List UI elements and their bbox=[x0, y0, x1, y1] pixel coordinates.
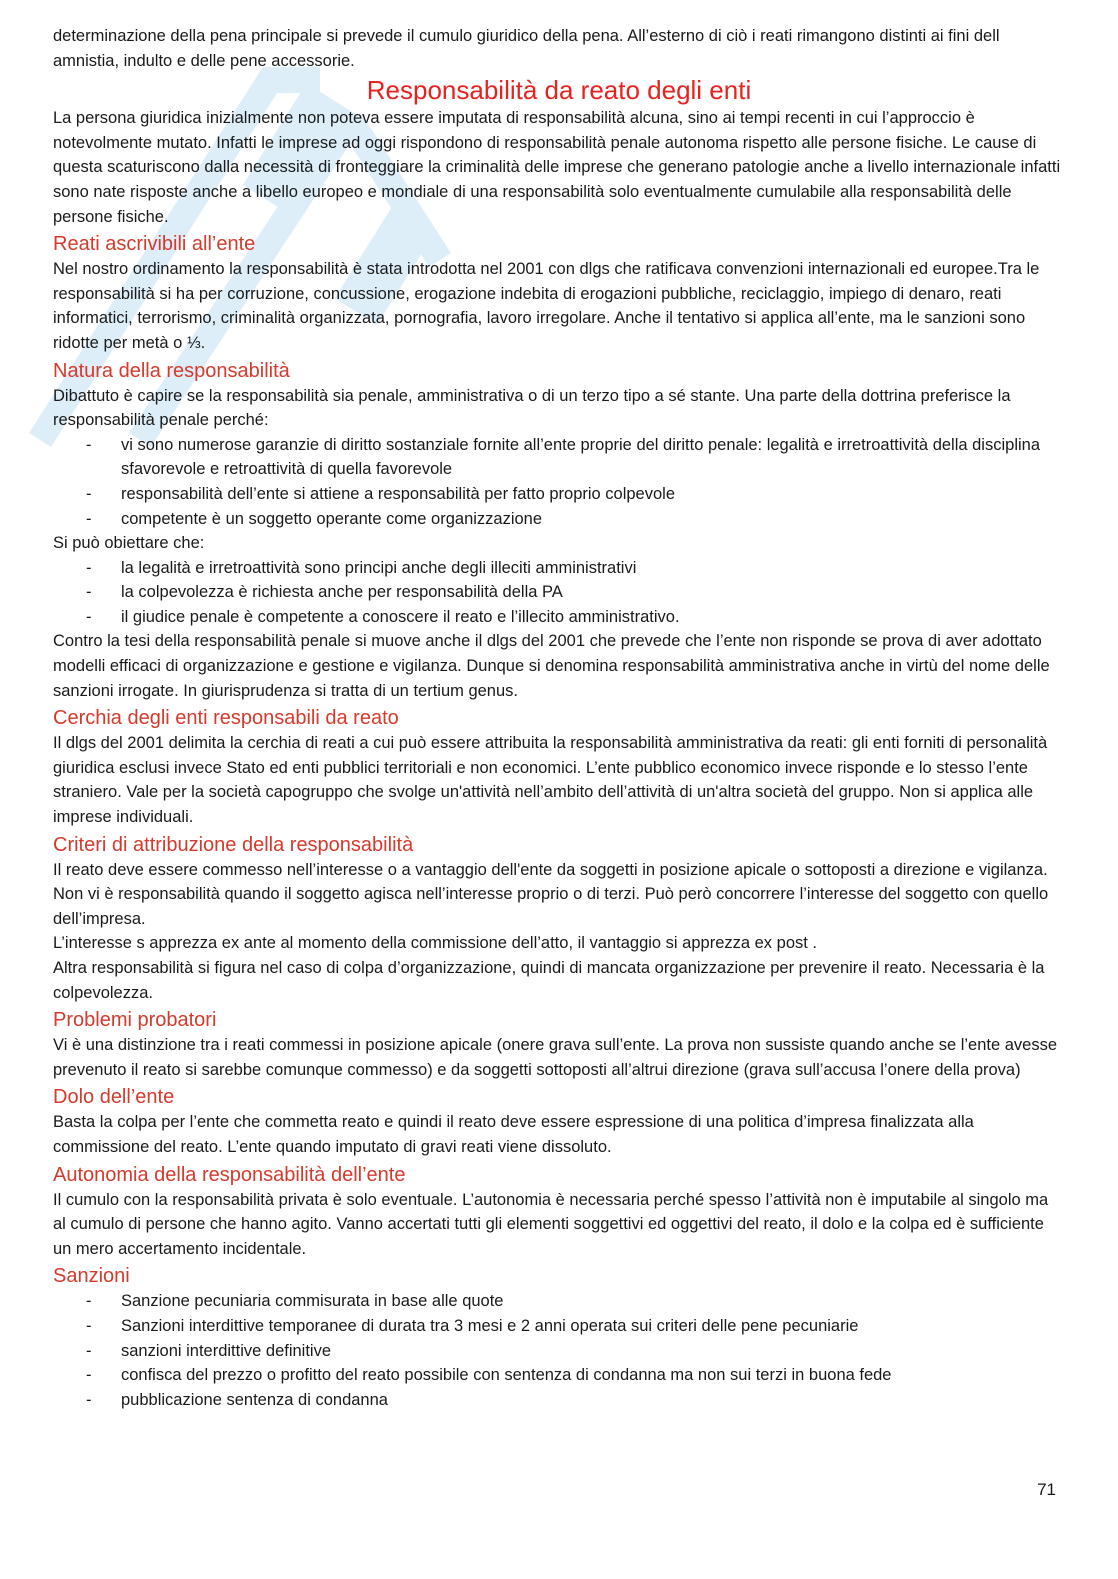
list-dash: - bbox=[86, 1341, 92, 1360]
list-dash: - bbox=[86, 1292, 92, 1311]
list-item: - responsabilità dell’ente si attiene a responsabilità per fatto proprio colpevole bbox=[53, 482, 1065, 507]
natura-paragraph-3: Contro la tesi della responsabilità penale si muove anche il dlgs del 2001 che prevede che l’ente non risponde se prova di aver adottato modelli efficaci di organizzazione e gestione e vigilanza. Dunque si denomina responsabilità amministrativa anche in virtù del nome delle sanzioni irrogate. In giurisprudenza si tratta di un tertium genus. bbox=[53, 632, 1050, 700]
intro-paragraph: determinazione della pena principale si prevede il cumulo giuridico della pena. All’esterno di ciò i reati rimangono distinti ai fini dell amnistia, indulto e delle pene accessorie. bbox=[53, 27, 1000, 70]
problemi-paragraph: Vi è una distinzione tra i reati commessi in posizione apicale (onere grava sull’ente. La prova non sussiste quando anche se l’ente avesse prevenuto il reato si sarebbe comunque commesso) e da soggetti sottoposti all’altrui direzione (grava sull’accusa l’onere della prova) bbox=[53, 1036, 1058, 1079]
list-item: - Sanzioni interdittive temporanee di durata tra 3 mesi e 2 anni operata sui criteri delle pene pecuniarie bbox=[53, 1314, 1065, 1339]
list-item: - Sanzione pecuniaria commisurata in base alle quote bbox=[53, 1289, 1065, 1314]
section-heading-problemi: Problemi probatori bbox=[53, 1009, 217, 1032]
natura-list-2 bbox=[53, 556, 1065, 630]
list-item: - competente è un soggetto operante come organizzazione bbox=[53, 507, 1065, 532]
criteri-paragraph-1: Il reato deve essere commesso nell’interesse o a vantaggio dell'ente da soggetti in posizione apicale o sottoposti a direzione e vigilanza. Non vi è responsabilità quando il soggetto agisca nell’interesse proprio o di terzi. Può però concorrere l’interesse del soggetto con quello dell’impresa. bbox=[53, 860, 1049, 928]
list-dash: - bbox=[86, 583, 92, 602]
list-dash: - bbox=[86, 558, 92, 577]
natura-list-1 bbox=[53, 433, 1065, 531]
list-dash: - bbox=[86, 484, 92, 503]
section-heading-natura: Natura della responsabilità bbox=[53, 359, 290, 382]
criteri-paragraph-3: Altra responsabilità si figura nel caso di colpa d’organizzazione, quindi di mancata organizzazione per prevenire il reato. Necessaria è la colpevolezza. bbox=[53, 959, 1045, 1002]
natura-paragraph-2: Si può obiettare che: bbox=[53, 534, 205, 553]
section-heading-sanzioni: Sanzioni bbox=[53, 1265, 130, 1288]
autonomia-paragraph: Il cumulo con la responsabilità privata è solo eventuale. L’autonomia è necessaria perché spesso l’attività non è imputabile al singolo ma al cumulo di persone che hanno agito. Vanno accertati tutti gli elementi soggettivi ed oggettivi del reato, il dolo e la colpa ed è sufficiente un mero accertamento incidentale. bbox=[53, 1190, 1049, 1258]
dolo-paragraph: Basta la colpa per l’ente che commetta reato e quindi il reato deve essere espressione di una politica d’impresa finalizzata alla commissione del reato. L’ente quando imputato di gravi reati viene dissoluto. bbox=[53, 1113, 974, 1156]
list-item: - pubblicazione sentenza di condanna bbox=[53, 1388, 1065, 1413]
page-number: 71 bbox=[1037, 1480, 1056, 1499]
section-heading-autonomia: Autonomia della responsabilità dell’ente bbox=[53, 1163, 406, 1186]
list-dash: - bbox=[86, 435, 92, 454]
natura-paragraph-1: Dibattuto è capire se la responsabilità sia penale, amministrativa o di un terzo tipo a sé stante. Una parte della dottrina preferisce la responsabilità penale perché: bbox=[53, 386, 1011, 430]
section-heading-reati: Reati ascrivibili all’ente bbox=[53, 233, 256, 256]
section-heading-criteri: Criteri di attribuzione della responsabilità bbox=[53, 833, 414, 856]
list-item: - confisca del prezzo o profitto del reato possibile con sentenza di condanna ma non sui terzi in buona fede bbox=[53, 1363, 1065, 1388]
section-heading-cerchia: Cerchia degli enti responsabili da reato bbox=[53, 707, 399, 730]
criteri-paragraph-2: L’interesse s apprezza ex ante al momento della commissione dell’atto, il vantaggio si apprezza ex post . bbox=[53, 934, 817, 953]
list-dash: - bbox=[86, 1390, 92, 1409]
cerchia-paragraph: Il dlgs del 2001 delimita la cerchia di reati a cui può essere attribuita la responsabilità amministrativa da reati: gli enti forniti di personalità giuridica esclusi invece Stato ed enti pubblici territoriali e non economici. L’ente pubblico economico invece risponde e lo stesso l’ente straniero. Vale per la società capogruppo che svolge un'attività nell’ambito dell’attività di un'altra società del gruppo. Non si applica alle imprese individuali. bbox=[53, 734, 1048, 827]
document-body bbox=[53, 24, 1065, 1412]
list-item: - la legalità e irretroattività sono principi anche degli illeciti amministrativi bbox=[53, 556, 1065, 581]
list-dash: - bbox=[86, 607, 92, 626]
list-item: - il giudice penale è competente a conoscere il reato e l’illecito amministrativo. bbox=[53, 605, 1065, 630]
reati-paragraph: Nel nostro ordinamento la responsabilità è stata introdotta nel 2001 con dlgs che ratificava convenzioni internazionali ed europee.Tra le responsabilità si ha per corruzione, concussione, erogazione indebita di erogazioni pubbliche, reciclaggio, impiego di denaro, reati informatici, terrorismo, criminalità organizzata, pornografia, lavoro irregolare. Anche il tentativo si applica all’ente, ma le sanzioni sono ridotte per metà o ⅓. bbox=[53, 260, 1040, 352]
list-dash: - bbox=[86, 509, 92, 528]
section-heading-dolo: Dolo dell’ente bbox=[53, 1086, 175, 1109]
list-dash: - bbox=[86, 1316, 92, 1335]
list-item: - vi sono numerose garanzie di diritto sostanziale fornite all’ente proprie del diritto penale: legalità e irretroattività della disciplina sfavorevole e retroattività di quella favorevole bbox=[53, 433, 1065, 482]
list-dash: - bbox=[86, 1366, 92, 1385]
title-paragraph: La persona giuridica inizialmente non poteva essere imputata di responsabilità alcuna, sino ai tempi recenti in cui l’approccio è notevolmente mutato. Infatti le imprese ad oggi rispondono di responsabilità penale autonoma rispetto alle persone fisiche. Le cause di questa scaturiscono dalla necessità di fronteggiare la criminalità delle imprese che generano patologie anche a livello internazionale infatti sono nate risposte anche a libello europeo e mondiale di una responsabilità solo eventualmente cumulabile alla responsabilità delle persone fisiche. bbox=[53, 109, 1061, 226]
sanzioni-list bbox=[53, 1289, 1065, 1412]
list-item: - la colpevolezza è richiesta anche per responsabilità della PA bbox=[53, 580, 1065, 605]
page-title: Responsabilità da reato degli enti bbox=[366, 75, 752, 106]
list-item: - sanzioni interdittive definitive bbox=[53, 1339, 1065, 1364]
